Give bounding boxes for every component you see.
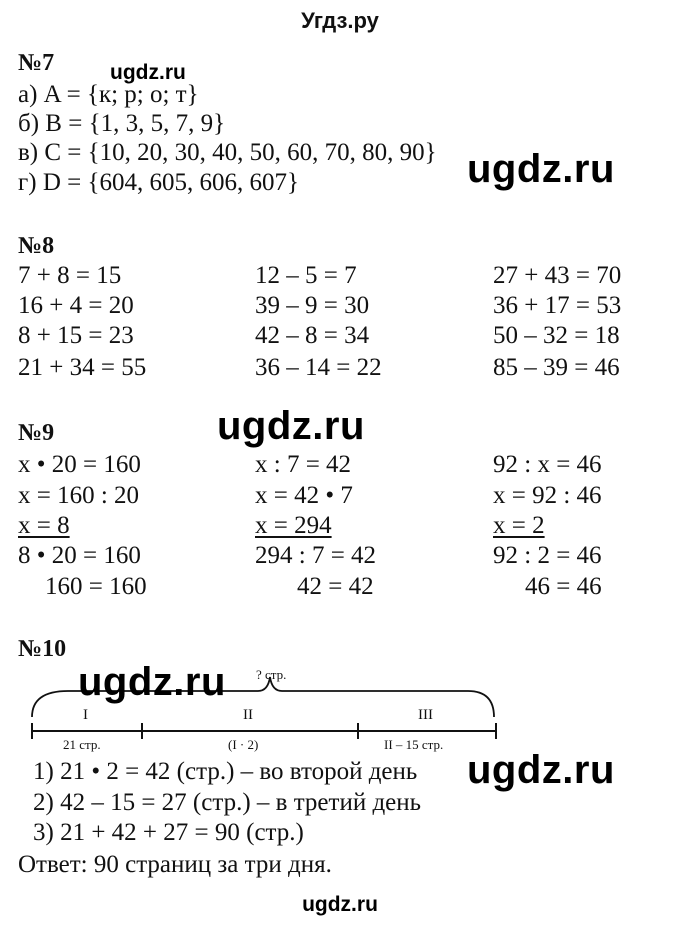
- answer: Ответ: 90 страниц за три дня.: [18, 851, 332, 878]
- equation-result: x = 294: [255, 512, 332, 539]
- watermark: ugdz.ru: [467, 748, 615, 792]
- exercise-10-title: №10: [18, 636, 67, 662]
- equation: 8 + 15 = 23: [18, 322, 134, 349]
- segment-label-1: I: [83, 707, 88, 723]
- solution-step: 3) 21 + 42 + 27 = 90 (стр.): [33, 819, 304, 846]
- footer-watermark: ugdz.ru: [302, 893, 378, 916]
- equation: x = 92 : 46: [493, 482, 602, 509]
- equation: 50 – 32 = 18: [493, 322, 620, 349]
- equation: 36 – 14 = 22: [255, 354, 382, 381]
- equation: 85 – 39 = 46: [493, 354, 620, 381]
- equation: 21 + 34 = 55: [18, 354, 147, 381]
- equation: x • 20 = 160: [18, 451, 141, 478]
- exercise-8-title: №8: [18, 233, 55, 259]
- segment-value-2: (I · 2): [228, 737, 259, 752]
- equation-check: 160 = 160: [45, 573, 147, 600]
- equation-check: 8 • 20 = 160: [18, 542, 141, 569]
- segment-label-3: III: [418, 707, 433, 723]
- equation-result: x = 2: [493, 512, 545, 539]
- segment-label-2: II: [243, 707, 253, 723]
- watermark: ugdz.ru: [467, 147, 615, 191]
- segment-value-1: 21 стр.: [63, 737, 101, 752]
- equation: 12 – 5 = 7: [255, 262, 357, 289]
- exercise-7-line: в) C = {10, 20, 30, 40, 50, 60, 70, 80, 90}: [18, 139, 437, 166]
- equation: 16 + 4 = 20: [18, 292, 134, 319]
- equation-result: x = 8: [18, 512, 70, 539]
- equation: 7 + 8 = 15: [18, 262, 122, 289]
- equation-check: 92 : 2 = 46: [493, 542, 602, 569]
- solution-step: 1) 21 • 2 = 42 (стр.) – во второй день: [33, 758, 418, 785]
- exercise-7-line: б) B = {1, 3, 5, 7, 9}: [18, 110, 226, 137]
- watermark: ugdz.ru: [217, 404, 365, 448]
- equation: x = 42 • 7: [255, 482, 353, 509]
- equation: 36 + 17 = 53: [493, 292, 622, 319]
- exercise-7-title: №7: [18, 50, 55, 76]
- equation-check: 294 : 7 = 42: [255, 542, 377, 569]
- equation: 27 + 43 = 70: [493, 262, 622, 289]
- equation: x = 160 : 20: [18, 482, 140, 509]
- site-header: Угдз.ру: [301, 8, 379, 33]
- equation: 92 : x = 46: [493, 451, 602, 478]
- watermark: ugdz.ru: [78, 660, 226, 704]
- equation: x : 7 = 42: [255, 451, 352, 478]
- exercise-9-title: №9: [18, 420, 55, 446]
- solution-step: 2) 42 – 15 = 27 (стр.) – в третий день: [33, 789, 422, 816]
- exercise-7-line: г) D = {604, 605, 606, 607}: [18, 169, 299, 196]
- watermark: ugdz.ru: [110, 61, 186, 84]
- equation: 42 – 8 = 34: [255, 322, 370, 349]
- equation: 39 – 9 = 30: [255, 292, 370, 319]
- equation-check: 42 = 42: [297, 573, 374, 600]
- exercise-7-line: а) A = {к; р; о; т}: [18, 81, 199, 108]
- equation-check: 46 = 46: [525, 573, 602, 600]
- total-label: ? стр.: [256, 667, 287, 682]
- segment-value-3: II – 15 стр.: [384, 737, 444, 752]
